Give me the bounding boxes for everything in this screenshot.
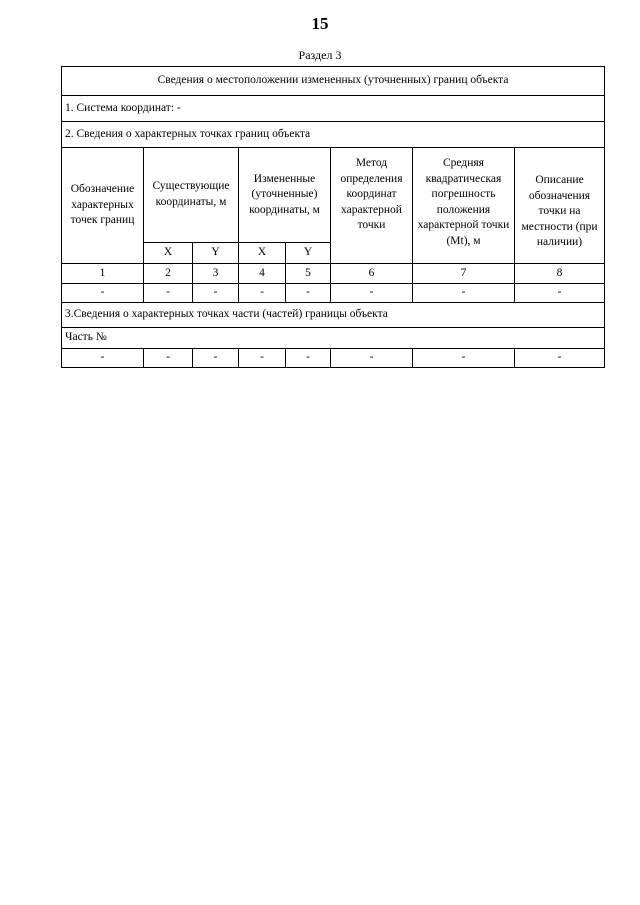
- coord-system-row: 1. Система координат: -: [62, 96, 605, 122]
- table-cell: -: [515, 349, 605, 368]
- header-y-existing: Y: [193, 243, 239, 264]
- table-cell: -: [239, 349, 286, 368]
- table-cell: -: [62, 284, 144, 303]
- table-cell: -: [413, 349, 515, 368]
- column-number: 5: [286, 264, 331, 284]
- header-mean-error: Средняя квадратическая погрешность положения характерной точки (Mt), м: [413, 148, 515, 264]
- header-description: Описание обозначения точки на местности (при наличии): [515, 148, 605, 264]
- column-numbers-row: [62, 264, 605, 284]
- table-cell: -: [193, 349, 239, 368]
- column-number: 1: [62, 264, 144, 284]
- column-number: 4: [239, 264, 286, 284]
- section-label: Раздел 3: [298, 48, 342, 62]
- header-changed-coords: Измененные (уточненные) координаты, м: [239, 148, 331, 243]
- table-cell: -: [239, 284, 286, 303]
- column-number: 8: [515, 264, 605, 284]
- table-cell: -: [62, 349, 144, 368]
- column-number: 7: [413, 264, 515, 284]
- header-method: Метод определения координат характерной точки: [331, 148, 413, 264]
- table-row: [62, 284, 605, 303]
- table-cell: -: [286, 349, 331, 368]
- table-cell: -: [331, 349, 413, 368]
- table-row: [62, 349, 605, 368]
- table-cell: -: [144, 349, 193, 368]
- table-cell: -: [331, 284, 413, 303]
- header-x-changed: X: [239, 243, 286, 264]
- header-x-existing: X: [144, 243, 193, 264]
- header-designation: Обозначение характерных точек границ: [62, 148, 144, 264]
- boundary-points-title: 2. Сведения о характерных точках границ объекта: [62, 122, 605, 148]
- page-number: 15: [311, 14, 329, 33]
- table-cell: -: [413, 284, 515, 303]
- table-title: Сведения о местоположении измененных (уточненных) границ объекта: [62, 67, 605, 96]
- column-number: 2: [144, 264, 193, 284]
- part-points-title: 3.Сведения о характерных точках части (частей) границы объекта: [62, 303, 605, 328]
- header-y-changed: Y: [286, 243, 331, 264]
- table-cell: -: [193, 284, 239, 303]
- table-cell: -: [286, 284, 331, 303]
- column-number: 3: [193, 264, 239, 284]
- boundary-table: [61, 66, 605, 368]
- table-cell: -: [515, 284, 605, 303]
- column-number: 6: [331, 264, 413, 284]
- table-cell: -: [144, 284, 193, 303]
- part-label-row: Часть №: [62, 328, 605, 349]
- header-existing-coords: Существующие координаты, м: [144, 148, 239, 243]
